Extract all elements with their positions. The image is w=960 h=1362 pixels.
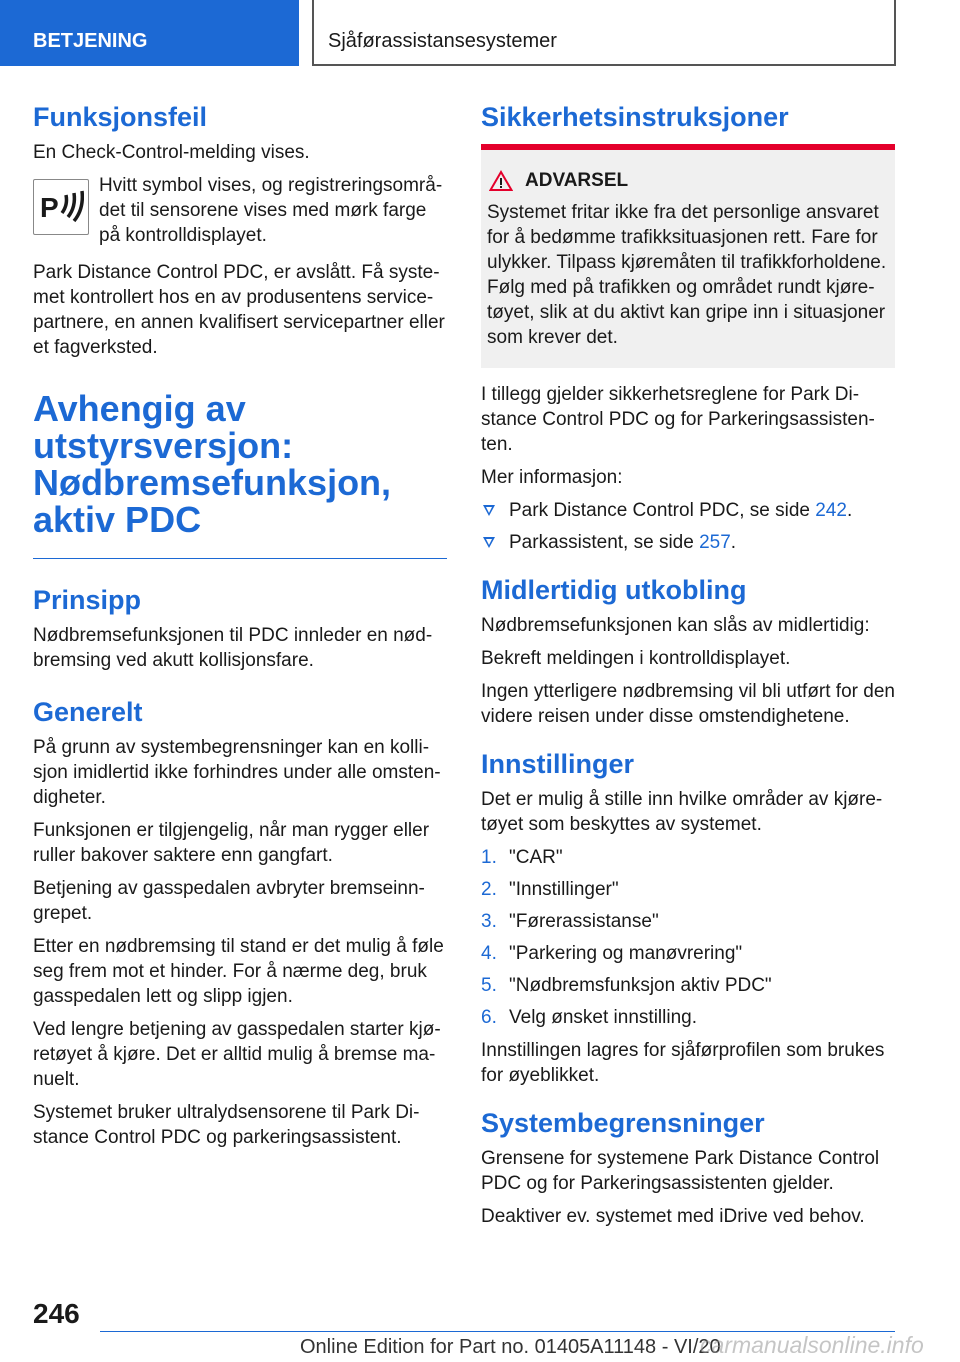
more-info-label: Mer informasjon: — [481, 467, 623, 488]
svg-text:P: P — [40, 192, 59, 223]
temp-disable-heading: Midlertidig utkobling — [481, 575, 747, 605]
step-text: "Førerassistanse" — [509, 911, 659, 932]
edition-text: Online Edition for Part no. 01405A11148 - VI/20 — [300, 1336, 721, 1358]
settings-steps — [481, 845, 895, 1030]
temp-paragraph: Ingen ytterligere nødbremsing vil bli utført for den videre reisen under disse omstendighetene. — [481, 681, 895, 727]
safety-paragraph: I tillegg gjelder sikkerhetsreglene for Park Di-stance Control PDC og for Parkeringsassisten-ten. — [481, 384, 875, 455]
triangle-bullet-icon — [483, 505, 495, 516]
limits-paragraph: Grensene for systemene Park Distance Control PDC og for Parkeringsassistenten gjelder. — [481, 1148, 880, 1194]
list-item — [481, 941, 895, 966]
watermark: carmanualsonline.info — [700, 1332, 924, 1358]
malfunction-intro: En Check-Control-melding vises. — [33, 142, 310, 163]
section-tab: BETJENING — [0, 0, 299, 66]
malfunction-body: Park Distance Control PDC, er avslått. Få syste-met kontrollert hos en av produsentens service-partnere, en annen kvalifisert servicepartner eller et fagverksted. — [33, 262, 445, 358]
limits-heading: Systembegrensninger — [481, 1108, 765, 1138]
step-number: 4. — [481, 943, 497, 964]
triangle-bullet-icon — [483, 537, 495, 548]
step-text: "Nødbremsfunksjon aktiv PDC" — [509, 975, 772, 996]
list-item — [481, 973, 895, 998]
general-paragraph: Etter en nødbremsing til stand er det mulig å føle seg frem mot et hinder. For å nærme deg, bruk gasspedalen lett og slipp igjen. — [33, 936, 444, 1007]
chapter-heading: Avhengig av utstyrsversjon: Nødbremsefunksjon, aktiv PDC — [33, 388, 392, 540]
page-link[interactable]: 257 — [699, 532, 731, 553]
step-text: Velg ønsket innstilling. — [509, 1007, 697, 1028]
list-item — [481, 1005, 895, 1030]
left-column — [33, 100, 447, 1158]
limits-paragraph: Deaktiver ev. systemet med iDrive ved behov. — [481, 1206, 865, 1227]
warning-body: Systemet fritar ikke fra det personlige ansvaret for å bedømme trafikksituasjonen rett. Fare for ulykker. Tilpass kjøremåten til trafikkforholdene. Følg med på trafikken og området rundt kjøre-tøyet, slik at du aktivt kan gripe inn i situasjoner som krever det. — [487, 202, 887, 348]
temp-paragraph: Nødbremsefunksjonen kan slås av midlertidig: — [481, 615, 870, 636]
step-number: 5. — [481, 975, 497, 996]
warning-triangle-icon — [489, 170, 513, 192]
chapter-title: Sjåførassistansesystemer — [312, 0, 896, 66]
general-paragraph: Betjening av gasspedalen avbryter bremseinn-grepet. — [33, 878, 425, 924]
principle-heading: Prinsipp — [33, 585, 142, 615]
general-paragraph: Funksjonen er tilgjengelig, når man rygger eller ruller bakover saktere enn gangfart. — [33, 820, 430, 866]
reference-list — [481, 498, 895, 555]
warning-title-row — [489, 170, 889, 192]
step-text: "Parkering og manøvrering" — [509, 943, 743, 964]
settings-paragraph: Det er mulig å stille inn hvilke områder av kjøre-tøyet som beskyttes av systemet. — [481, 789, 883, 835]
reference-end: . — [730, 532, 737, 553]
parking-sensor-icon — [33, 179, 89, 235]
step-number: 6. — [481, 1007, 497, 1028]
page-link[interactable]: 242 — [815, 500, 847, 521]
reference-text: Parkassistent, se side — [509, 532, 700, 553]
settings-heading: Innstillinger — [481, 749, 635, 779]
warning-title: ADVARSEL — [525, 170, 629, 191]
warning-box — [481, 144, 895, 368]
symbol-description: Hvitt symbol vises, og registreringsområ-det til sensorene vises med mørk farge på kontrolldisplayet. — [99, 175, 443, 246]
list-item — [481, 877, 895, 902]
step-number: 3. — [481, 911, 497, 932]
safety-heading: Sikkerhetsinstruksjoner — [481, 102, 789, 132]
general-heading: Generelt — [33, 697, 143, 727]
malfunction-heading: Funksjonsfeil — [33, 102, 208, 132]
settings-paragraph: Innstillingen lagres for sjåførprofilen som brukes for øyeblikket. — [481, 1040, 885, 1086]
list-item — [481, 909, 895, 934]
step-text: "CAR" — [509, 847, 563, 868]
page-number: 246 — [33, 1298, 80, 1329]
temp-paragraph: Bekreft meldingen i kontrolldisplayet. — [481, 648, 791, 669]
general-paragraph: Systemet bruker ultralydsensorene til Park Di-stance Control PDC og parkeringsassistent. — [33, 1102, 420, 1148]
reference-end: . — [846, 500, 853, 521]
step-number: 1. — [481, 847, 497, 868]
reference-text: Park Distance Control PDC, se side — [509, 500, 816, 521]
list-item — [481, 845, 895, 870]
general-paragraph: På grunn av systembegrensninger kan en kolli-sjon imidlertid ikke forhindres under alle omsten-digheter. — [33, 737, 441, 808]
list-item — [481, 498, 895, 523]
general-paragraph: Ved lengre betjening av gasspedalen starter kjø-retøyet å kjøre. Det er alltid mulig å bremse ma-nuelt. — [33, 1019, 441, 1090]
page-header — [0, 0, 960, 66]
right-column — [481, 100, 895, 1237]
step-text: "Innstillinger" — [509, 879, 619, 900]
symbol-row — [33, 173, 447, 248]
step-number: 2. — [481, 879, 497, 900]
heading-divider — [33, 558, 447, 559]
principle-body: Nødbremsefunksjonen til PDC innleder en nød-bremsing ved akutt kollisjonsfare. — [33, 625, 433, 671]
list-item — [481, 530, 895, 555]
